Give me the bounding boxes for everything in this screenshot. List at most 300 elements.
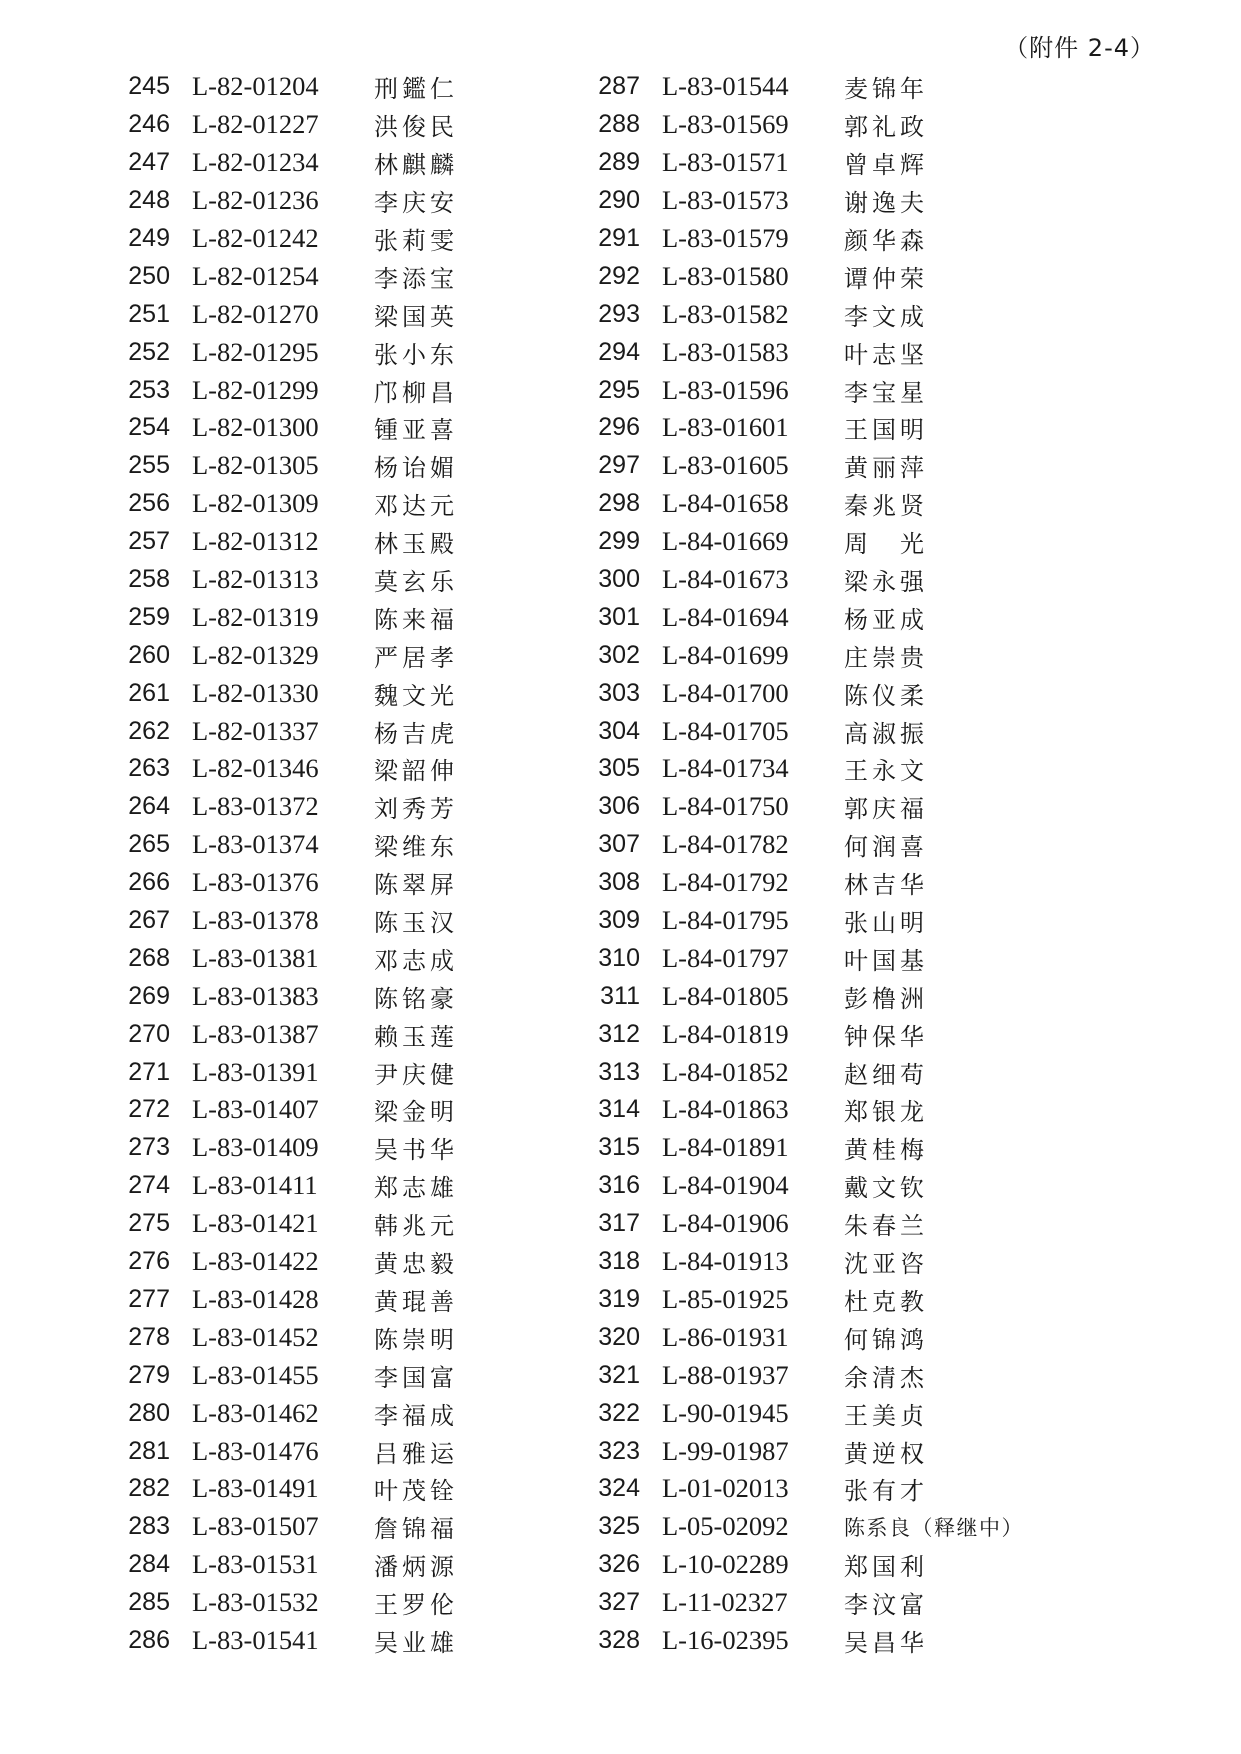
record-number: 256 xyxy=(128,489,170,518)
record-code: L-84-01699 xyxy=(662,639,789,670)
record-row xyxy=(126,1091,458,1129)
record-name: 梁永强 xyxy=(844,568,928,597)
record-name: 吴昌华 xyxy=(844,1628,928,1657)
record-code: L-84-01805 xyxy=(662,980,789,1011)
record-name: 张小东 xyxy=(374,340,458,369)
record-row xyxy=(126,1584,458,1622)
record-name: 庄崇贵 xyxy=(844,643,928,672)
record-code: L-83-01580 xyxy=(662,260,789,291)
annex-label: （附件 2-4） xyxy=(1004,34,1155,62)
record-code: L-84-01819 xyxy=(662,1018,789,1049)
record-code: L-83-01573 xyxy=(662,185,789,216)
record-code: L-83-01378 xyxy=(192,905,319,936)
record-number: 284 xyxy=(128,1550,170,1579)
record-number: 279 xyxy=(128,1360,170,1389)
record-number: 305 xyxy=(598,754,640,783)
record-name: 黄逆权 xyxy=(844,1439,928,1468)
record-number: 264 xyxy=(128,792,170,821)
record-row xyxy=(596,257,1024,295)
record-number: 303 xyxy=(598,678,640,707)
record-name: 梁国英 xyxy=(374,302,458,331)
record-code: L-83-01422 xyxy=(192,1246,319,1277)
record-code: L-84-01906 xyxy=(662,1208,789,1239)
record-number: 270 xyxy=(128,1019,170,1048)
record-number: 282 xyxy=(128,1474,170,1503)
record-name: 杨诒媚 xyxy=(374,454,458,483)
record-row xyxy=(126,1167,458,1205)
record-number: 317 xyxy=(598,1209,640,1238)
record-row xyxy=(596,1243,1024,1281)
record-row xyxy=(596,750,1024,788)
record-code: L-82-01330 xyxy=(192,677,319,708)
record-name: 郑志雄 xyxy=(374,1174,458,1203)
record-number: 247 xyxy=(128,148,170,177)
record-number: 299 xyxy=(598,527,640,556)
record-name: 吴业雄 xyxy=(374,1628,458,1657)
record-number: 274 xyxy=(128,1171,170,1200)
record-name: 洪俊民 xyxy=(374,113,458,142)
record-code: L-82-01236 xyxy=(192,185,319,216)
record-code: L-83-01583 xyxy=(662,336,789,367)
record-name: 陈来福 xyxy=(374,605,458,634)
record-row xyxy=(596,1205,1024,1243)
record-row xyxy=(126,750,458,788)
record-name: 詹锦福 xyxy=(374,1515,458,1544)
record-code: L-82-01227 xyxy=(192,109,319,140)
record-code: L-82-01305 xyxy=(192,450,319,481)
record-number: 269 xyxy=(128,981,170,1010)
record-number: 277 xyxy=(128,1284,170,1313)
record-number: 295 xyxy=(598,375,640,404)
record-name: 杜克教 xyxy=(844,1287,928,1316)
record-number: 261 xyxy=(128,678,170,707)
record-name: 郭礼政 xyxy=(844,113,928,142)
record-code: L-82-01313 xyxy=(192,564,319,595)
record-code: L-16-02395 xyxy=(662,1624,789,1655)
record-code: L-82-01309 xyxy=(192,488,319,519)
record-name: 陈仪柔 xyxy=(844,681,928,710)
record-row xyxy=(596,447,1024,485)
record-code: L-99-01987 xyxy=(662,1435,789,1466)
record-row xyxy=(126,826,458,864)
record-code: L-90-01945 xyxy=(662,1397,789,1428)
record-number: 296 xyxy=(598,413,640,442)
record-name: 陈系良（释继中） xyxy=(844,1515,1024,1540)
record-number: 308 xyxy=(598,868,640,897)
record-name: 赵细苟 xyxy=(844,1060,928,1089)
record-name: 李国富 xyxy=(374,1363,458,1392)
record-name: 张山明 xyxy=(844,909,928,938)
record-name: 高淑振 xyxy=(844,719,928,748)
record-code: L-83-01376 xyxy=(192,867,319,898)
record-number: 249 xyxy=(128,224,170,252)
record-name: 锺亚喜 xyxy=(374,416,458,445)
record-code: L-83-01605 xyxy=(662,450,789,481)
record-name: 杨吉虎 xyxy=(374,719,458,748)
record-name: 莫玄乐 xyxy=(374,568,458,597)
record-row xyxy=(126,182,458,220)
record-number: 322 xyxy=(598,1398,640,1427)
record-row xyxy=(126,712,458,750)
left-column xyxy=(126,68,458,1659)
record-name: 梁金明 xyxy=(374,1098,458,1127)
record-code: L-01-02013 xyxy=(662,1473,789,1504)
record-code: L-84-01891 xyxy=(662,1132,789,1163)
record-name: 林玉殿 xyxy=(374,530,458,559)
record-row xyxy=(596,864,1024,902)
record-code: L-83-01455 xyxy=(192,1359,319,1390)
record-number: 318 xyxy=(598,1247,640,1276)
record-code: L-84-01705 xyxy=(662,715,789,746)
record-row xyxy=(126,1546,458,1584)
record-code: L-82-01299 xyxy=(192,374,319,405)
record-name: 陈铭豪 xyxy=(374,984,458,1013)
record-number: 292 xyxy=(598,261,640,290)
record-row xyxy=(126,1015,458,1053)
record-number: 287 xyxy=(598,72,640,101)
record-name: 邝柳昌 xyxy=(374,378,458,407)
record-code: L-84-01700 xyxy=(662,677,789,708)
record-number: 325 xyxy=(598,1512,640,1541)
record-number: 324 xyxy=(598,1474,640,1503)
record-row xyxy=(126,1508,458,1546)
record-number: 298 xyxy=(598,489,640,518)
record-name: 麦锦年 xyxy=(844,75,928,104)
record-name: 王美贞 xyxy=(844,1401,928,1430)
record-row xyxy=(126,1318,458,1356)
record-code: L-83-01462 xyxy=(192,1397,319,1428)
record-code: L-84-01904 xyxy=(662,1170,789,1201)
record-code: L-84-01782 xyxy=(662,829,789,860)
record-name: 何锦鸿 xyxy=(844,1325,928,1354)
record-number: 281 xyxy=(128,1436,170,1465)
record-row xyxy=(596,712,1024,750)
record-number: 265 xyxy=(128,830,170,859)
right-column xyxy=(596,68,1024,1659)
record-name: 谭仲荣 xyxy=(844,264,928,293)
record-name: 黄忠毅 xyxy=(374,1250,458,1279)
record-row xyxy=(126,295,458,333)
record-row xyxy=(126,1053,458,1091)
record-number: 252 xyxy=(128,337,170,366)
record-name: 陈玉汉 xyxy=(374,909,458,938)
record-row xyxy=(596,1394,1024,1432)
record-number: 307 xyxy=(598,830,640,859)
record-code: L-83-01411 xyxy=(192,1170,318,1201)
record-code: L-88-01937 xyxy=(662,1359,789,1390)
record-number: 310 xyxy=(598,943,640,972)
record-number: 320 xyxy=(598,1322,640,1351)
record-code: L-82-01312 xyxy=(192,526,319,557)
record-number: 304 xyxy=(598,716,640,745)
record-row xyxy=(126,523,458,561)
record-number: 291 xyxy=(598,224,640,252)
record-name: 谢逸夫 xyxy=(844,189,928,218)
record-number: 276 xyxy=(128,1247,170,1276)
record-number: 327 xyxy=(598,1588,640,1617)
record-name: 秦兆贤 xyxy=(844,492,928,521)
record-name: 周 光 xyxy=(844,530,928,559)
record-row xyxy=(126,1205,458,1243)
record-number: 309 xyxy=(598,906,640,935)
record-code: L-83-01421 xyxy=(192,1208,319,1239)
record-row xyxy=(126,106,458,144)
record-code: L-84-01913 xyxy=(662,1246,789,1277)
record-code: L-84-01863 xyxy=(662,1094,789,1125)
record-code: L-83-01507 xyxy=(192,1511,319,1542)
record-name: 陈翠屏 xyxy=(374,871,458,900)
record-row xyxy=(126,68,458,106)
record-number: 294 xyxy=(598,337,640,366)
record-row xyxy=(596,485,1024,523)
record-row xyxy=(126,1281,458,1319)
record-row xyxy=(596,144,1024,182)
record-name: 林麒麟 xyxy=(374,151,458,180)
record-row xyxy=(126,598,458,636)
record-row xyxy=(126,1470,458,1508)
record-row xyxy=(596,1167,1024,1205)
record-code: L-83-01596 xyxy=(662,374,789,405)
record-row xyxy=(126,1432,458,1470)
record-row xyxy=(126,257,458,295)
record-code: L-83-01374 xyxy=(192,829,319,860)
record-number: 245 xyxy=(128,72,170,101)
record-code: L-83-01387 xyxy=(192,1018,319,1049)
record-name: 吕雅运 xyxy=(374,1439,458,1468)
record-name: 叶国基 xyxy=(844,946,928,975)
record-code: L-83-01452 xyxy=(192,1321,319,1352)
record-row xyxy=(596,1432,1024,1470)
record-number: 293 xyxy=(598,299,640,328)
record-number: 273 xyxy=(128,1133,170,1162)
record-row xyxy=(596,68,1024,106)
record-code: L-83-01381 xyxy=(192,942,319,973)
record-code: L-83-01532 xyxy=(192,1587,319,1618)
record-name: 李庆安 xyxy=(374,189,458,218)
record-number: 266 xyxy=(128,868,170,897)
record-row xyxy=(126,674,458,712)
record-number: 283 xyxy=(128,1512,170,1541)
record-name: 黄桂梅 xyxy=(844,1136,928,1165)
record-name: 林吉华 xyxy=(844,871,928,900)
record-name: 潘炳源 xyxy=(374,1553,458,1582)
record-code: L-83-01544 xyxy=(662,71,789,102)
record-name: 张有才 xyxy=(844,1477,928,1506)
record-row xyxy=(596,295,1024,333)
record-code: L-84-01797 xyxy=(662,942,789,973)
record-row xyxy=(126,788,458,826)
record-name: 李文成 xyxy=(844,302,928,331)
record-code: L-84-01852 xyxy=(662,1056,789,1087)
record-code: L-82-01270 xyxy=(192,298,319,329)
record-row xyxy=(596,371,1024,409)
record-number: 328 xyxy=(598,1625,640,1654)
record-code: L-84-01658 xyxy=(662,488,789,519)
record-code: L-83-01476 xyxy=(192,1435,319,1466)
record-name: 魏文光 xyxy=(374,681,458,710)
record-name: 沈亚咨 xyxy=(844,1250,928,1279)
record-name: 杨亚成 xyxy=(844,605,928,634)
record-name: 郑国利 xyxy=(844,1553,928,1582)
record-name: 王国明 xyxy=(844,416,928,445)
record-code: L-82-01234 xyxy=(192,147,319,178)
record-name: 何润喜 xyxy=(844,833,928,862)
record-row xyxy=(596,977,1024,1015)
record-row xyxy=(126,902,458,940)
record-number: 300 xyxy=(598,565,640,594)
record-name: 李福成 xyxy=(374,1401,458,1430)
record-code: L-82-01242 xyxy=(192,223,319,253)
record-name: 曾卓辉 xyxy=(844,151,928,180)
record-code: L-10-02289 xyxy=(662,1549,789,1580)
record-number: 255 xyxy=(128,451,170,480)
record-row xyxy=(596,636,1024,674)
record-row xyxy=(596,561,1024,599)
record-name: 陈崇明 xyxy=(374,1325,458,1354)
record-name: 黄丽萍 xyxy=(844,454,928,483)
record-number: 267 xyxy=(128,906,170,935)
record-row xyxy=(596,1470,1024,1508)
record-number: 286 xyxy=(128,1625,170,1654)
record-number: 312 xyxy=(598,1019,640,1048)
record-row xyxy=(596,409,1024,447)
record-number: 253 xyxy=(128,375,170,404)
record-code: L-84-01750 xyxy=(662,791,789,822)
record-code: L-83-01428 xyxy=(192,1283,319,1314)
record-code: L-82-01300 xyxy=(192,412,319,443)
record-code: L-82-01254 xyxy=(192,260,319,291)
record-number: 251 xyxy=(128,299,170,328)
record-row xyxy=(596,106,1024,144)
record-number: 262 xyxy=(128,716,170,745)
record-code: L-83-01541 xyxy=(192,1624,319,1655)
record-name: 邓志成 xyxy=(374,946,458,975)
record-row xyxy=(126,447,458,485)
record-row xyxy=(596,598,1024,636)
record-number: 248 xyxy=(128,186,170,215)
record-name: 尹庆健 xyxy=(374,1060,458,1089)
record-row xyxy=(596,523,1024,561)
record-row xyxy=(126,939,458,977)
record-row xyxy=(126,409,458,447)
record-name: 梁维东 xyxy=(374,833,458,862)
record-name: 赖玉莲 xyxy=(374,1022,458,1051)
record-number: 285 xyxy=(128,1588,170,1617)
record-row xyxy=(126,1356,458,1394)
record-code: L-86-01931 xyxy=(662,1321,789,1352)
record-name: 李添宝 xyxy=(374,264,458,293)
record-number: 288 xyxy=(598,110,640,139)
record-code: L-83-01383 xyxy=(192,980,319,1011)
record-name: 黄琨善 xyxy=(374,1287,458,1316)
record-row xyxy=(596,1356,1024,1394)
record-code: L-82-01295 xyxy=(192,336,319,367)
record-row xyxy=(596,1622,1024,1660)
record-number: 263 xyxy=(128,754,170,783)
record-code: L-83-01601 xyxy=(662,412,789,443)
record-code: L-84-01795 xyxy=(662,905,789,936)
record-number: 275 xyxy=(128,1209,170,1238)
record-code: L-82-01204 xyxy=(192,71,319,102)
record-row xyxy=(126,1622,458,1660)
record-number: 314 xyxy=(598,1095,640,1124)
record-code: L-83-01569 xyxy=(662,109,789,140)
record-row xyxy=(596,333,1024,371)
record-number: 250 xyxy=(128,261,170,290)
record-name: 叶茂铨 xyxy=(374,1477,458,1506)
record-code: L-83-01409 xyxy=(192,1132,319,1163)
record-code: L-85-01925 xyxy=(662,1283,789,1314)
record-number: 290 xyxy=(598,186,640,215)
record-name: 郑银龙 xyxy=(844,1098,928,1127)
record-row xyxy=(596,1318,1024,1356)
record-number: 272 xyxy=(128,1095,170,1124)
record-name: 吴书华 xyxy=(374,1136,458,1165)
record-name: 朱春兰 xyxy=(844,1212,928,1241)
record-code: L-82-01337 xyxy=(192,715,319,746)
record-code: L-83-01582 xyxy=(662,298,789,329)
record-code: L-83-01531 xyxy=(192,1549,319,1580)
record-number: 319 xyxy=(598,1284,640,1313)
record-number: 259 xyxy=(128,602,170,631)
record-number: 306 xyxy=(598,792,640,821)
record-number: 268 xyxy=(128,943,170,972)
record-number: 257 xyxy=(128,527,170,556)
record-row xyxy=(126,1129,458,1167)
record-code: L-84-01669 xyxy=(662,526,789,557)
record-row xyxy=(596,1053,1024,1091)
record-row xyxy=(126,864,458,902)
record-row xyxy=(126,1394,458,1432)
record-number: 258 xyxy=(128,565,170,594)
record-row xyxy=(596,1584,1024,1622)
record-row xyxy=(596,1129,1024,1167)
record-number: 313 xyxy=(598,1057,640,1086)
record-name: 叶志坚 xyxy=(844,340,928,369)
record-name: 韩兆元 xyxy=(374,1212,458,1241)
record-code: L-84-01792 xyxy=(662,867,789,898)
record-code: L-83-01407 xyxy=(192,1094,319,1125)
record-name: 严居孝 xyxy=(374,643,458,672)
record-name: 钟保华 xyxy=(844,1022,928,1051)
record-name: 颜华森 xyxy=(844,227,928,255)
record-row xyxy=(596,826,1024,864)
record-code: L-83-01579 xyxy=(662,223,789,253)
record-row xyxy=(126,220,458,258)
record-number: 254 xyxy=(128,413,170,442)
record-number: 326 xyxy=(598,1550,640,1579)
record-code: L-84-01694 xyxy=(662,601,789,632)
record-code: L-83-01571 xyxy=(662,147,789,178)
record-row xyxy=(596,1015,1024,1053)
record-row xyxy=(596,1508,1024,1546)
record-code: L-83-01372 xyxy=(192,791,319,822)
record-name: 戴文钦 xyxy=(844,1174,928,1203)
record-code: L-84-01673 xyxy=(662,564,789,595)
record-row xyxy=(596,1091,1024,1129)
record-code: L-82-01329 xyxy=(192,639,319,670)
record-name: 张莉雯 xyxy=(374,227,458,255)
record-name: 邓达元 xyxy=(374,492,458,521)
record-code: L-83-01391 xyxy=(192,1056,319,1087)
record-number: 302 xyxy=(598,640,640,669)
record-row xyxy=(126,636,458,674)
record-name: 彭橹洲 xyxy=(844,984,928,1013)
record-number: 260 xyxy=(128,640,170,669)
record-number: 316 xyxy=(598,1171,640,1200)
record-name: 梁韶伸 xyxy=(374,757,458,786)
record-name: 李宝星 xyxy=(844,378,928,407)
